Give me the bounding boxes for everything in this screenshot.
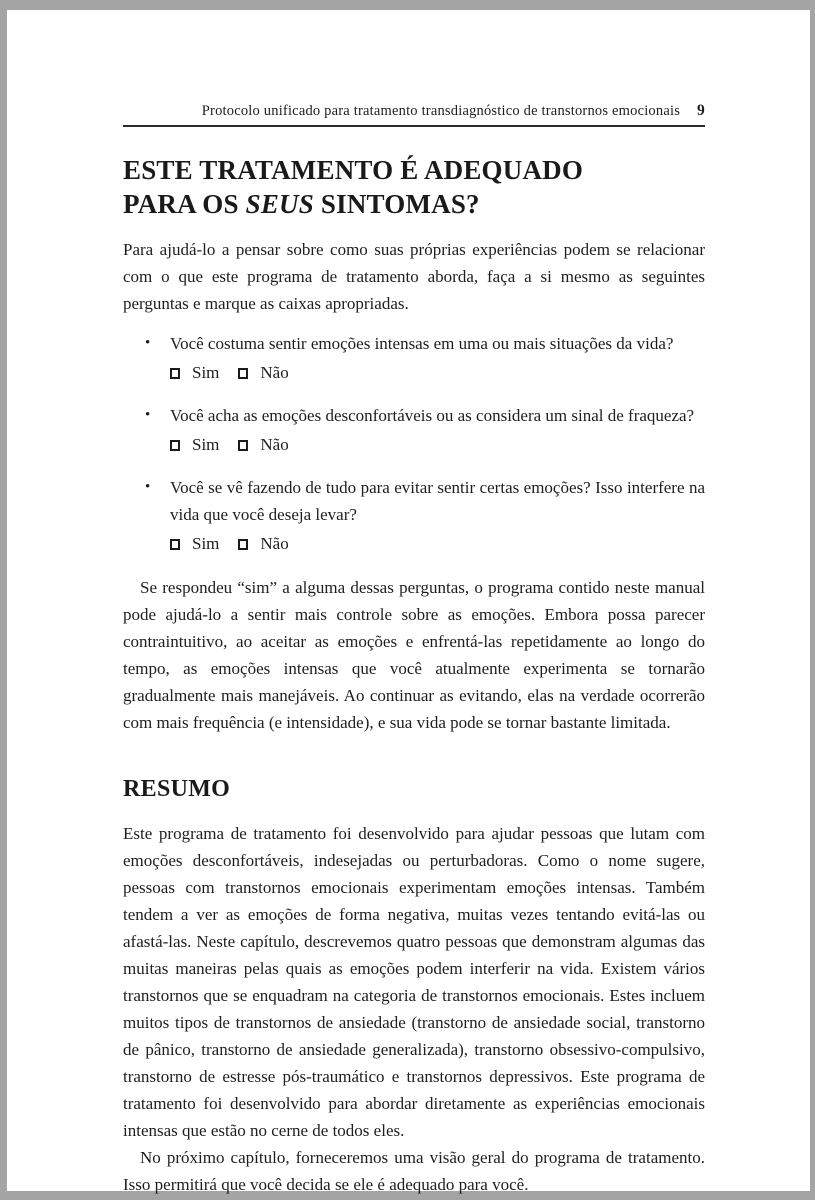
book-page — [7, 10, 810, 1194]
title-italic-word: SEUS — [245, 189, 314, 219]
question-text: Você se vê fazendo de tudo para evitar sentir certas emoções? Isso interfere na vida que você deseja levar? — [170, 478, 705, 524]
sim-checkbox[interactable] — [170, 368, 180, 379]
bullet-icon: • — [145, 407, 151, 423]
question-item — [145, 474, 705, 556]
resumo-paragraph-2: No próximo capítulo, forneceremos uma visão geral do programa de tratamento. Isso permitirá que você decida se ele é adequado para você. — [123, 1148, 705, 1194]
sim-checkbox[interactable] — [170, 440, 180, 451]
question-text: Você costuma sentir emoções intensas em uma ou mais situações da vida? — [170, 334, 674, 353]
bullet-icon: • — [145, 479, 151, 495]
section-title-line1: ESTE TRATAMENTO É ADEQUADO — [123, 155, 584, 185]
question-item — [145, 402, 705, 457]
nao-label: Não — [260, 363, 289, 382]
sim-checkbox[interactable] — [170, 539, 180, 550]
nao-checkbox[interactable] — [238, 440, 248, 451]
options-row — [170, 433, 705, 457]
options-row — [170, 361, 705, 385]
nao-checkbox[interactable] — [238, 368, 248, 379]
question-text: Você acha as emoções desconfortáveis ou as considera um sinal de fraqueza? — [170, 406, 695, 425]
resumo-heading: RESUMO — [123, 776, 231, 802]
nao-label: Não — [260, 534, 289, 553]
bullet-icon: • — [145, 335, 151, 351]
section-title-line2 — [123, 187, 705, 221]
running-title: Protocolo unificado para tratamento transdiagnóstico de transtornos emocionais — [201, 103, 681, 119]
title-suffix: SINTOMAS? — [313, 189, 480, 219]
running-header — [123, 102, 705, 127]
page-number: 9 — [697, 102, 705, 119]
answer-paragraph: Se respondeu “sim” a alguma dessas perguntas, o programa contido neste manual pode ajudá-lo a sentir mais controle sobre as emoções. Embora possa parecer contraintuitivo, ao aceitar as emoções e enfrentá-las repetidamente ao longo do tempo, as emoções intensas que você atualmente experimenta se tornarão gradualmente mais manejáveis. Ao continuar as evitando, elas na verdade ocorrerão com mais frequência (e intensidade), e sua vida pode se tornar bastante limitada. — [123, 578, 705, 732]
sim-label: Sim — [192, 363, 220, 382]
title-prefix: PARA OS — [123, 189, 246, 219]
resumo-paragraph-1: Este programa de tratamento foi desenvolvido para ajudar pessoas que lutam com emoções desconfortáveis, indesejadas ou perturbadoras. Como o nome sugere, pessoas com transtornos emocionais experimentam emoções intensas. Também tendem a ver as emoções de forma negativa, muitas vezes tentando evitá-las ou afastá-las. Neste capítulo, descrevemos quatro pessoas que demonstram algumas das muitas maneiras pelas quais as emoções podem interferir na vida. Existem vários transtornos que se enquadram na categoria de transtornos emocionais. Estes incluem muitos tipos de transtornos de ansiedade (transtorno de ansiedade social, transtorno de pânico, transtorno de ansiedade generalizada), transtorno obsessivo-compulsivo, transtorno de estresse pós-traumático e transtornos depressivos. Este programa de tratamento foi desenvolvido para abordar diretamente as experiências emocionais intensas que estão no cerne de todos eles. — [123, 824, 705, 1140]
sim-label: Sim — [192, 435, 220, 454]
intro-paragraph: Para ajudá-lo a pensar sobre como suas próprias experiências podem se relacionar com o que este programa de tratamento aborda, faça a si mesmo as seguintes perguntas e marque as caixas apropriadas. — [123, 240, 705, 313]
options-row — [170, 532, 705, 556]
sim-label: Sim — [192, 534, 220, 553]
question-item — [145, 330, 705, 385]
page-content — [7, 102, 810, 1198]
section-title — [123, 153, 705, 221]
question-list — [123, 330, 705, 556]
nao-checkbox[interactable] — [238, 539, 248, 550]
nao-label: Não — [260, 435, 289, 454]
